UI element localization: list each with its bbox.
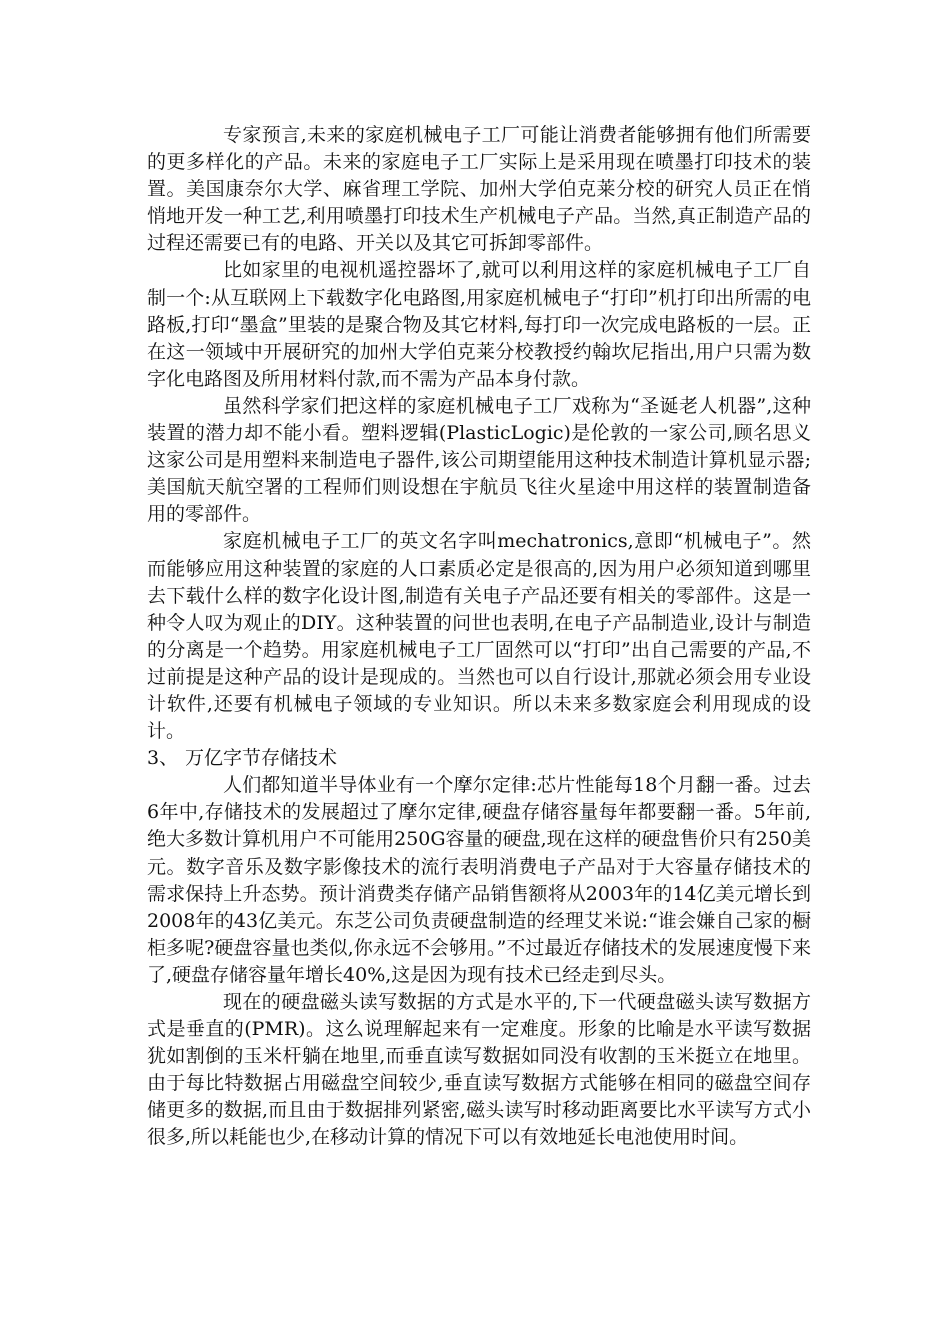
section-number: 3、 (147, 747, 179, 770)
section-title: 万亿字节存储技术 (185, 747, 338, 770)
paragraph-moores-law: 人们都知道半导体业有一个摩尔定律:芯片性能每18个月翻一番。过去6年中,存储技术的发展超过了摩尔定律,硬盘存储容量每年都要翻一番。5年前,绝大多数计算机用户不可能用250G容量的硬盘,现在这样的硬盘售价只有250美元。数字音乐及数字影像技术的流行表明消费电子产品对于大容量存储技术的需求保持上升态势。预计消费类存储产品销售额将从2003年的14亿美元增长到2008年的43亿美元。东芝公司负责硬盘制造的经理艾米说:“谁会嫌自己家的橱柜多呢?硬盘容量也类似,你永远不会够用。”不过最近存储技术的发展速度慢下来了,硬盘存储容量年增长40%,这是因为现有技术已经走到尽头。 (147, 774, 811, 986)
paragraph-home-factory-intro: 专家预言,未来的家庭机械电子工厂可能让消费者能够拥有他们所需要的更多样化的产品。未来的家庭电子工厂实际上是采用现在喷墨打印技术的装置。美国康奈尔大学、麻省理工学院、加州大学伯克莱分校的研究人员正在悄悄地开发一种工艺,利用喷墨打印技术生产机械电子产品。当然,真正制造产品的过程还需要已有的电路、开关以及其它可拆卸零部件。 (147, 124, 811, 255)
paragraph-mechatronics: 家庭机械电子工厂的英文名字叫mechatronics,意即“机械电子”。然而能够应用这种装置的家庭的人口素质必定是很高的,因为用户必须知道到哪里去下载什么样的数字化设计图,制造有关电子产品还要有相关的零部件。这是一种令人叹为观止的DIY。这种装置的问世也表明,在电子产品制造业,设计与制造的分离是一个趋势。用家庭机械电子工厂固然可以“打印”出自己需要的产品,不过前提是这种产品的设计是现成的。当然也可以自行设计,那就必须会用专业设计软件,还要有机械电子领域的专业知识。所以未来多数家庭会利用现成的设计。 (147, 530, 811, 743)
paragraph-pmr: 现在的硬盘磁头读写数据的方式是水平的,下一代硬盘磁头读写数据方式是垂直的(PMR)。这么说理解起来有一定难度。形象的比喻是水平读写数据犹如割倒的玉米杆躺在地里,而垂直读写数据如同没有收割的玉米挺立在地里。由于每比特数据占用磁盘空间较少,垂直读写数据方式能够在相同的磁盘空间存储更多的数据,而且由于数据排列紧密,磁头读写时移动距离要比水平读写方式小很多,所以耗能也少,在移动计算的情况下可以有效地延长电池使用时间。 (147, 991, 811, 1149)
section-heading (147, 745, 811, 772)
paragraph-remote-control-example: 比如家里的电视机遥控器坏了,就可以利用这样的家庭机械电子工厂自制一个:从互联网上下载数字化电路图,用家庭机械电子“打印”机打印出所需的电路板,打印“墨盒”里装的是聚合物及其它材料,每打印一次完成电路板的一层。正在这一领域中开展研究的加州大学伯克莱分校教授约翰坎尼指出,用户只需为数字化电路图及所用材料付款,而不需为产品本身付款。 (147, 259, 811, 390)
document-page (147, 122, 811, 1152)
paragraph-santa-machine: 虽然科学家们把这样的家庭机械电子工厂戏称为“圣诞老人机器”,这种装置的潜力却不能小看。塑料逻辑(PlasticLogic)是伦敦的一家公司,顾名思义这家公司是用塑料来制造电子器件,该公司期望能用这种技术制造计算机显示器;美国航天航空署的工程师们则设想在宇航员飞往火星途中用这样的装置制造备用的零部件。 (147, 394, 811, 526)
